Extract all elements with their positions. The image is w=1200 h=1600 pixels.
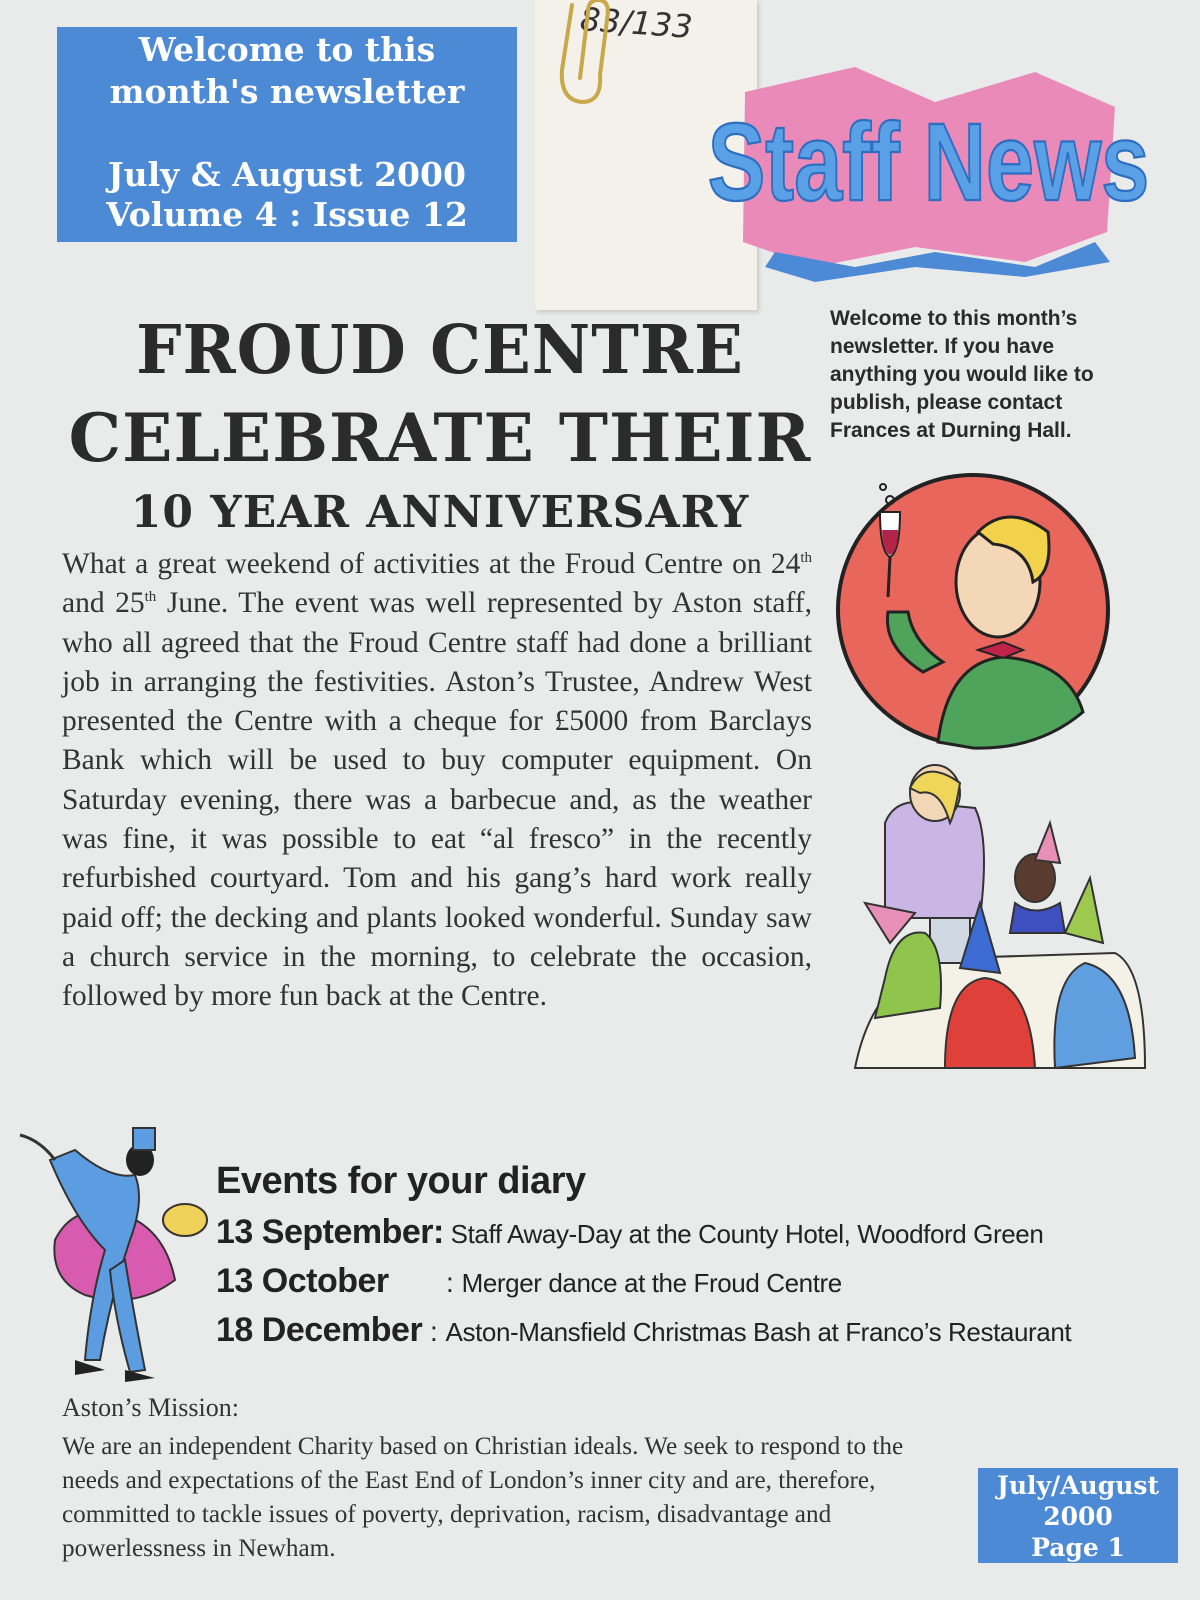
event-date: 13 September: — [216, 1213, 444, 1251]
headline-line-1: FROUD CENTRE — [136, 311, 744, 390]
ordinal-suffix-2: th — [144, 589, 157, 606]
mission-text: We are an independent Charity based on Christian ideals. We seek to respond to the needs and expectations of the East End of London’s inner city and are, therefore, committed to tackle issues of poverty, deprivation, racism, disadvantage and powerlessness in Newham. — [62, 1433, 904, 1562]
event-separator: : — [446, 1267, 462, 1298]
footer-year: 2000 — [1043, 1502, 1113, 1531]
wine-toast-illustration — [828, 472, 1118, 752]
party-illustration — [855, 768, 1145, 1083]
welcome-box — [57, 27, 517, 242]
handwritten-reference: 83/133 — [578, 0, 694, 46]
event-row — [216, 1213, 1043, 1252]
event-row — [216, 1311, 1071, 1350]
event-row — [216, 1262, 842, 1301]
article-text-2: and 25 — [62, 587, 145, 620]
event-separator: : — [422, 1316, 446, 1347]
mission-heading: Aston’s Mission: — [62, 1393, 239, 1422]
event-description: Aston-Mansfield Christmas Bash at Franco’s Restaurant — [445, 1317, 1072, 1347]
issue-volume: Volume 4 : Issue 12 — [106, 195, 468, 234]
page-number: Page 1 — [1031, 1533, 1125, 1562]
staff-news-logo — [707, 62, 1150, 282]
paperclip-icon — [550, 0, 610, 110]
ordinal-suffix-1: th — [800, 550, 812, 567]
event-description: Merger dance at the Froud Centre — [461, 1268, 842, 1298]
footer-issue: July/August — [996, 1471, 1159, 1500]
article-text-3: June. The event was well represented by Aston staff, who all agreed that the Froud Centre staff had done a brilliant job in arranging the festivities. Aston’s Trustee, Andrew West presented the Centre with a cheque for £5000 from Barclays Bank which will be used to buy computer equipment. On Saturday evening, there was a barbecue and, as the weather was fine, it was possible to eat “al fresco” in the recently refurbished courtyard. Tom and his gang’s hard work really paid off; the decking and plants looked wonderful. Sunday saw a church service in the morning, to celebrate the occasion, followed by more fun back at the Centre. — [62, 587, 813, 1013]
article-text-1: What a great weekend of activities at the Froud Centre on 24 — [62, 548, 801, 580]
headline-line-3: 10 YEAR ANNIVERSARY — [130, 487, 750, 538]
dancers-illustration — [15, 1120, 215, 1390]
welcome-line-1: Welcome to this — [138, 30, 436, 69]
page-footer-box — [978, 1468, 1178, 1563]
article-body — [62, 545, 812, 1017]
side-welcome-note: Welcome to this month’s newsletter. If you have anything you would like to publish, please contact Frances at Durning Hall. — [830, 307, 1094, 442]
event-date: 18 December — [216, 1311, 423, 1349]
events-title: Events for your diary — [216, 1160, 586, 1202]
issue-info — [57, 155, 517, 235]
issue-date: July & August 2000 — [108, 155, 466, 194]
headline-line-2: CELEBRATE THEIR — [68, 399, 812, 477]
event-description: Staff Away-Day at the County Hotel, Woodford Green — [443, 1219, 1044, 1249]
welcome-heading — [57, 29, 517, 113]
event-date: 13 October — [216, 1262, 389, 1300]
welcome-line-2: month's newsletter — [109, 72, 465, 111]
logo-text: Staff News — [707, 100, 1150, 225]
